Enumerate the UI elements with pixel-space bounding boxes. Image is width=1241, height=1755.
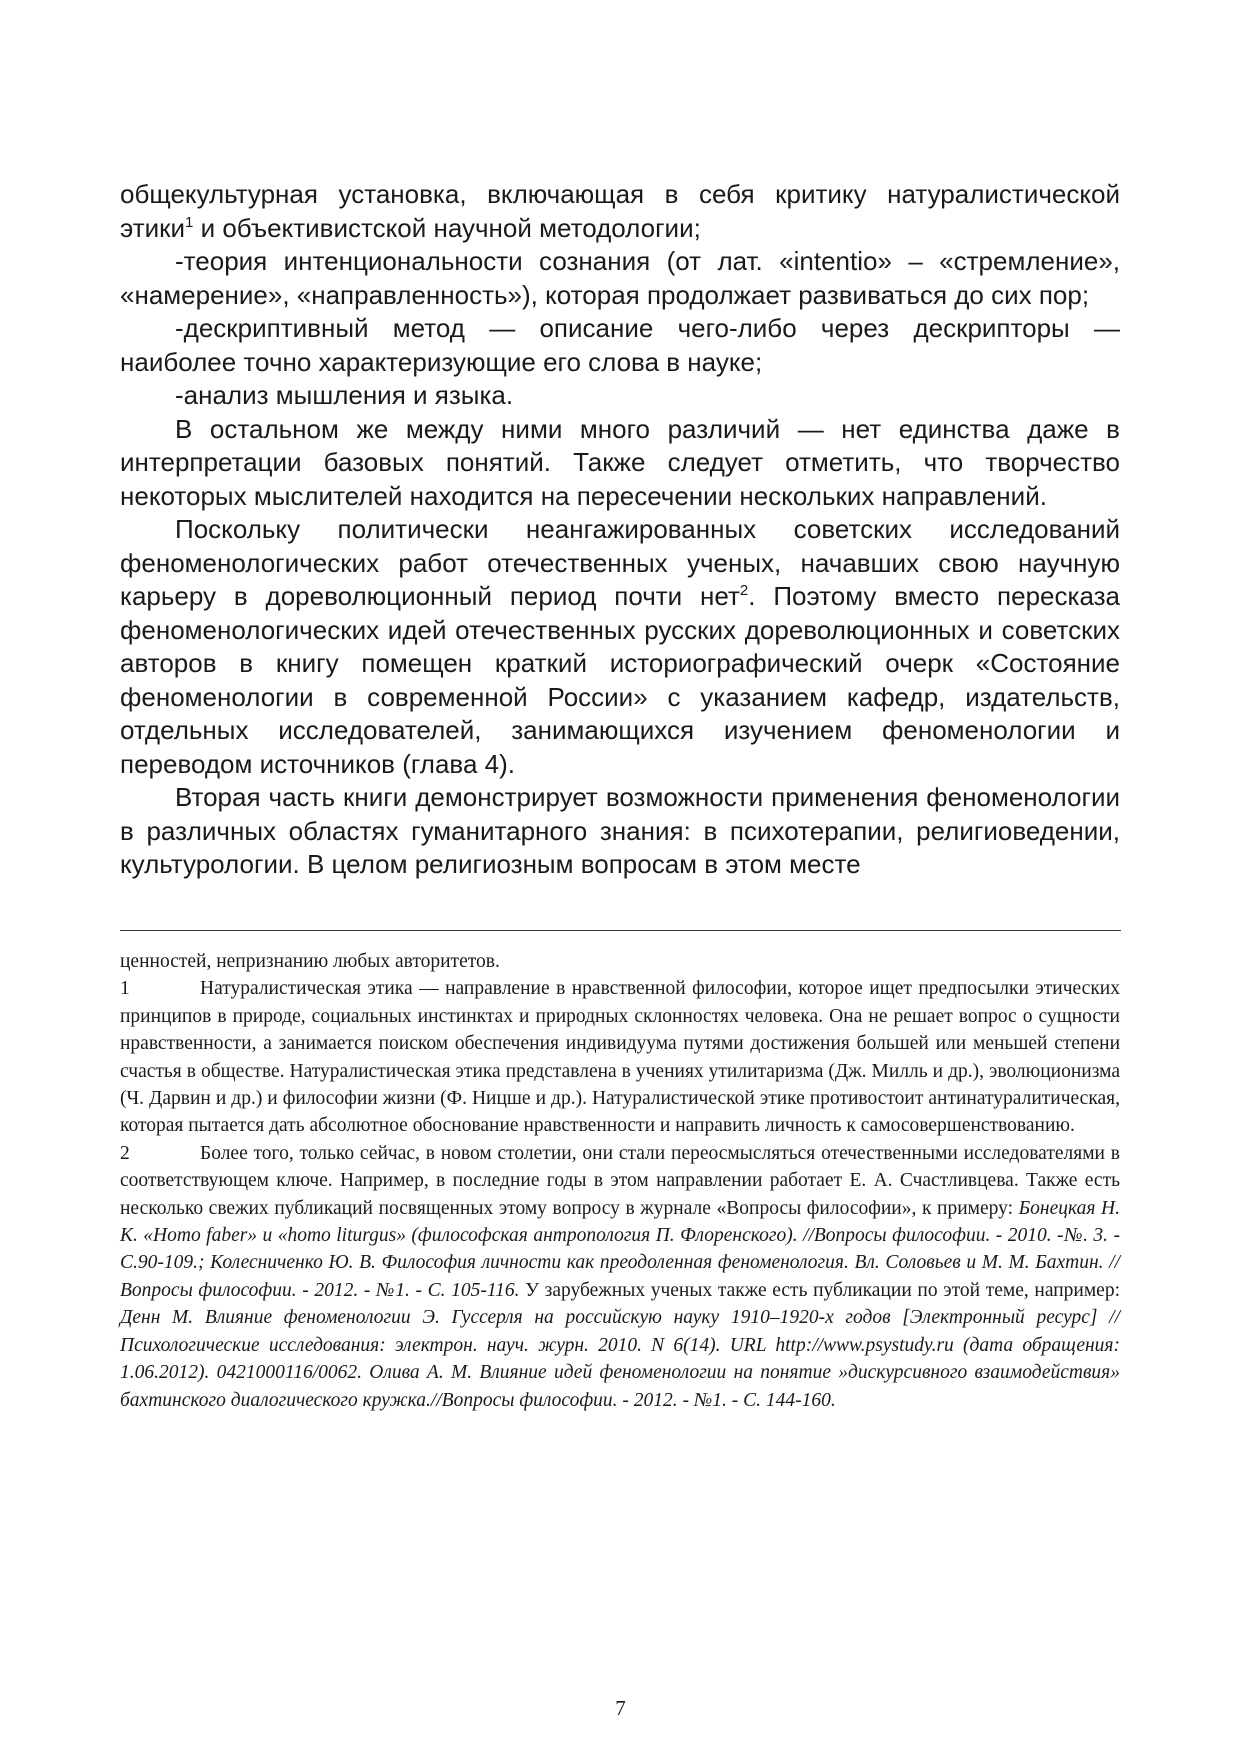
page-number: 7	[615, 1696, 626, 1720]
footnote-separator	[120, 930, 1121, 931]
footnote-1-text: Натуралистическая этика — направление в нравственной философии, которое ищет предпосылки этических принципов в природе, социальных инстинктах и природных склонностях человека. Она не решает вопрос о сущности нравственности, а занимается поиском обеспечения индивидуума путями достижения большей или меньшей степени счастья в обществе. Натуралистическая этика представлена в учениях утилитаризма (Дж. Милль и др.), эволюционизма (Ч. Дарвин и др.) и философии жизни (Ф. Ницше и др.). Натуралистической этике противостоит антинатуралитическая, которая пытается дать абсолютное обоснование нравственности и направить личность к самосовершенствованию.	[120, 978, 1120, 1137]
paragraph-1-text-b: и объективистской научной методологии;	[193, 212, 701, 243]
paragraph-6	[120, 513, 1120, 781]
footnote-2	[120, 1140, 1120, 1414]
paragraph-2: -теория интенциональности сознания (от лат. «intentio» – «стремление», «намерение», «направленность»), которая продолжает развиваться до сих пор;	[120, 246, 1120, 310]
paragraph-1	[120, 178, 1120, 245]
paragraph-6-text-a: Поскольку политически неангажированных советских исследований феноменологических работ отечественных ученых, начавших свою научную карьеру в дореволюционный период почти нет	[120, 514, 1120, 611]
footnote-1-number: 1	[120, 978, 130, 1000]
paragraph-6-text-b: . Поэтому вместо пересказа феноменологических идей отечественных русских дореволюционных и советских авторов в книгу помещен краткий историографический очерк «Состояние феноменологии в современной России» с указанием кафедр, издательств, отдельных исследователей, занимающихся изучением феноменологии и переводом источников (глава 4).	[120, 581, 1121, 779]
paragraph-5: В остальном же между ними много различий — нет единства даже в интерпретации базовых понятий. Также следует отметить, что творчество некоторых мыслителей находится на пересечении нескольких направлений.	[120, 413, 1120, 511]
paragraph-7: Вторая часть книги демонстрирует возможности применения феноменологии в различных областях гуманитарного знания: в психотерапии, религиоведении, культурологии. В целом религиозным вопросам в этом месте	[120, 782, 1120, 879]
footnote-continuation: ценностей, непризнанию любых авторитетов.	[120, 951, 500, 972]
footnote-ref-2: 2	[739, 582, 749, 599]
footnote-2-text-b: У зарубежных ученых также есть публикации по этой теме, например:	[519, 1279, 1120, 1301]
footnote-2-text-a: Более того, только сейчас, в новом столетии, они стали переосмысляться отечественными исследователями в соответствующем ключе. Например, в последние годы в этом направлении работает Е. А. Счастливцева. Также есть несколько свежих публикаций посвященных этому вопросу в журнале «Вопросы философии», к примеру:	[120, 1142, 1120, 1219]
footnote-1	[120, 975, 1120, 1139]
main-text	[120, 178, 1120, 882]
footnote-2-citation-b: Денн М. Влияние феноменологии Э. Гуссерля на российскую науку 1910–1920-х годов [Электронный ресурс] // Психологические исследования: электрон. науч. журн. 2010. N 6(14). URL http://www.psystudy.ru (дата обращения: 1.06.2012). 0421000116/0062. Олива А. М. Влияние идей феноменологии на понятие »дискурсивного взаимодействия» бахтинского диалогического кружка.//Вопросы философии. - 2012. - №1. - С. 144-160.	[120, 1307, 1120, 1411]
paragraph-3: -дескриптивный метод — описание чего-либо через дескрипторы — наиболее точно характеризующие его слова в науке;	[120, 313, 1120, 377]
footnotes	[120, 948, 1120, 1414]
footnote-2-citation-a: Бонецкая Н. К. «Homo faber» и «homo liturgus» (философская антропология П. Флоренского). //Вопросы философии. - 2010. -№. 3. - С.90-109.; Колесниченко Ю. В. Философия личности как преодоленная феноменология. Вл. Соловьев и М. М. Бахтин. //Вопросы философии. - 2012. - №1. - С. 105-116.	[120, 1197, 1120, 1301]
paragraph-1-text-a: общекультурная установка, включающая в себя критику натуралистической этики	[120, 179, 1120, 243]
footnote-ref-1: 1	[185, 213, 194, 231]
paragraph-4: -анализ мышления и языка.	[175, 380, 514, 410]
footnote-2-number: 2	[120, 1142, 130, 1164]
